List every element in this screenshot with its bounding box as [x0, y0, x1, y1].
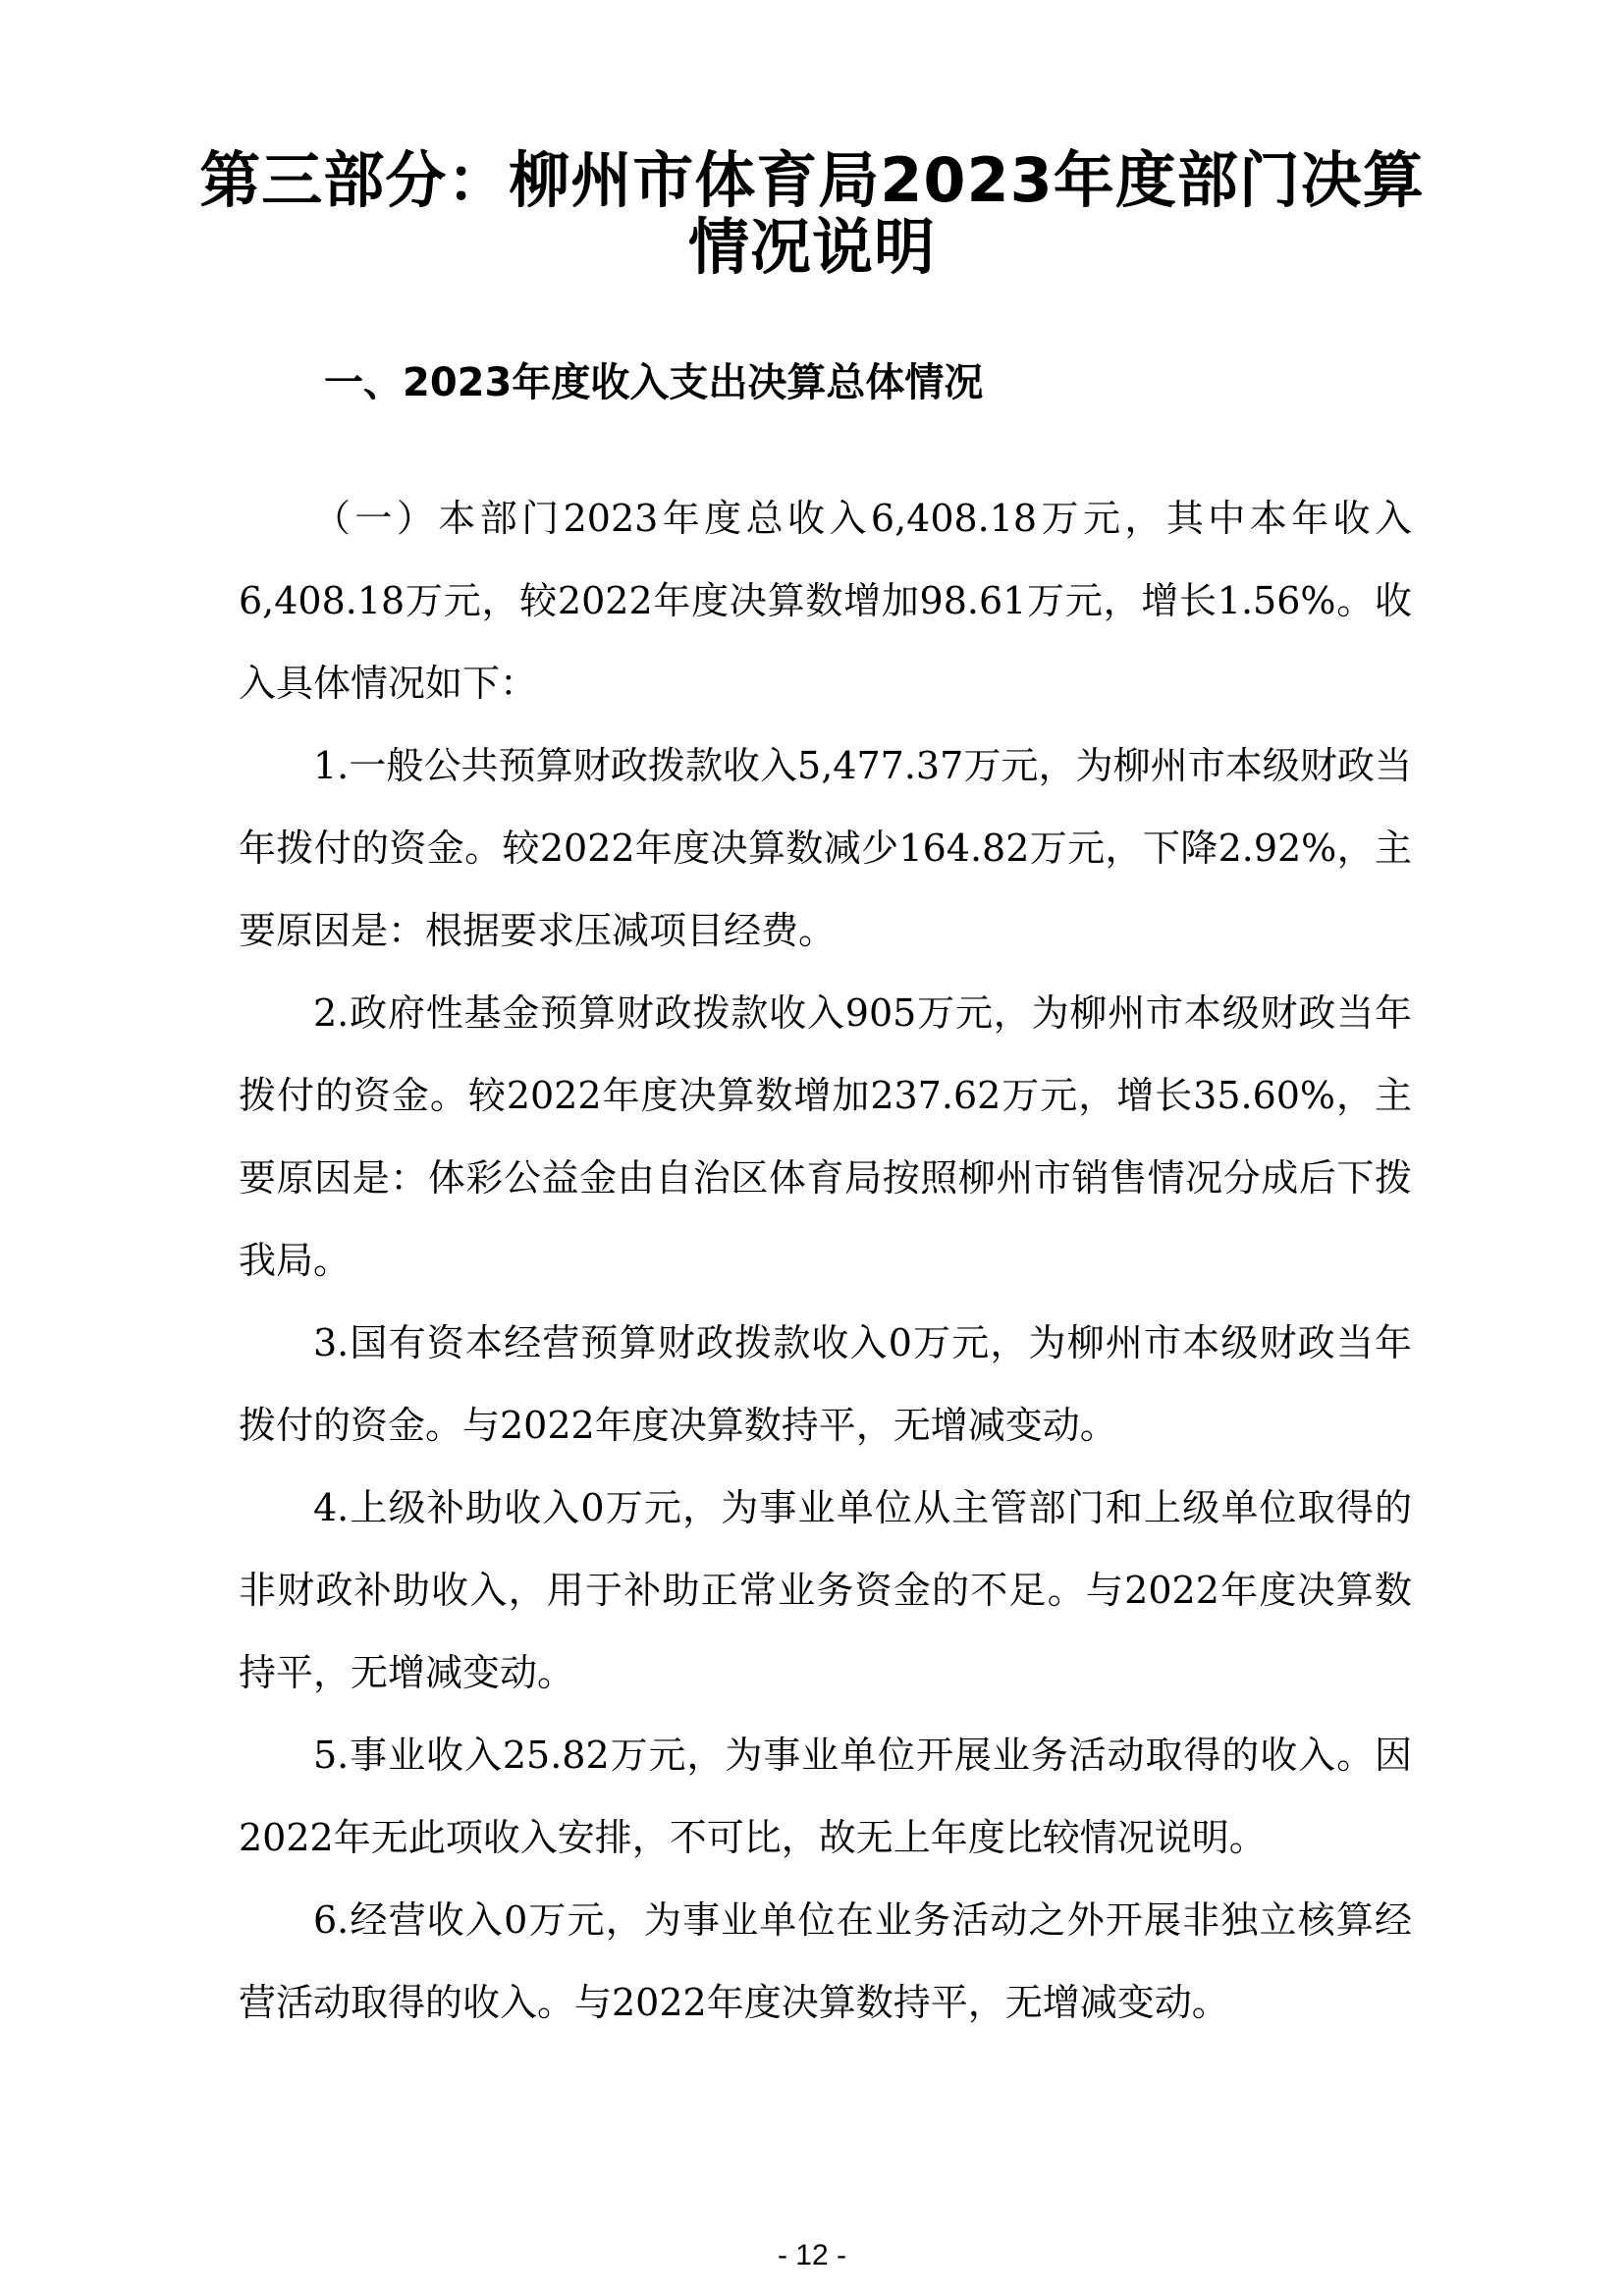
- document-title-line-1: 第三部分：柳州市体育局2023年度部门决算: [199, 144, 1425, 216]
- paragraph-operating-income: 6.经营收入0万元，为事业单位在业务活动之外开展非独立核算经营活动取得的收入。与2022年度决算数持平，无增减变动。: [239, 1898, 1412, 2024]
- document-title-line-2: 情况说明: [687, 211, 936, 283]
- document-body: [239, 477, 1412, 2044]
- section-heading: 一、2023年度收入支出决算总体情况: [324, 360, 984, 405]
- paragraph-government-fund-income: 2.政府性基金预算财政拨款收入905万元，为柳州市本级财政当年拨付的资金。较2022年度决算数增加237.62万元，增长35.60%，主要原因是：体彩公益金由自治区体育局按照柳州市销售情况分成后下拨我局。: [239, 991, 1412, 1282]
- paragraph-business-income: 5.事业收入25.82万元，为事业单位开展业务活动取得的收入。因2022年无此项收入安排，不可比，故无上年度比较情况说明。: [239, 1734, 1412, 1859]
- paragraph-state-capital-income: 3.国有资本经营预算财政拨款收入0万元，为柳州市本级财政当年拨付的资金。与2022年度决算数持平，无增减变动。: [239, 1321, 1412, 1447]
- paragraph-superior-subsidy-income: 4.上级补助收入0万元，为事业单位从主管部门和上级单位取得的非财政补助收入，用于补助正常业务资金的不足。与2022年度决算数持平，无增减变动。: [239, 1486, 1412, 1694]
- paragraph-general-budget-income: 1.一般公共预算财政拨款收入5,477.37万元，为柳州市本级财政当年拨付的资金。较2022年度决算数减少164.82万元，下降2.92%，主要原因是：根据要求压减项目经费。: [239, 744, 1412, 952]
- page-number: - 12 -: [777, 2239, 847, 2271]
- paragraph-total-income: （一）本部门2023年度总收入6,408.18万元，其中本年收入6,408.18万元，较2022年度决算数增加98.61万元，增长1.56%。收入具体情况如下：: [239, 497, 1412, 705]
- document-title: [147, 144, 1477, 283]
